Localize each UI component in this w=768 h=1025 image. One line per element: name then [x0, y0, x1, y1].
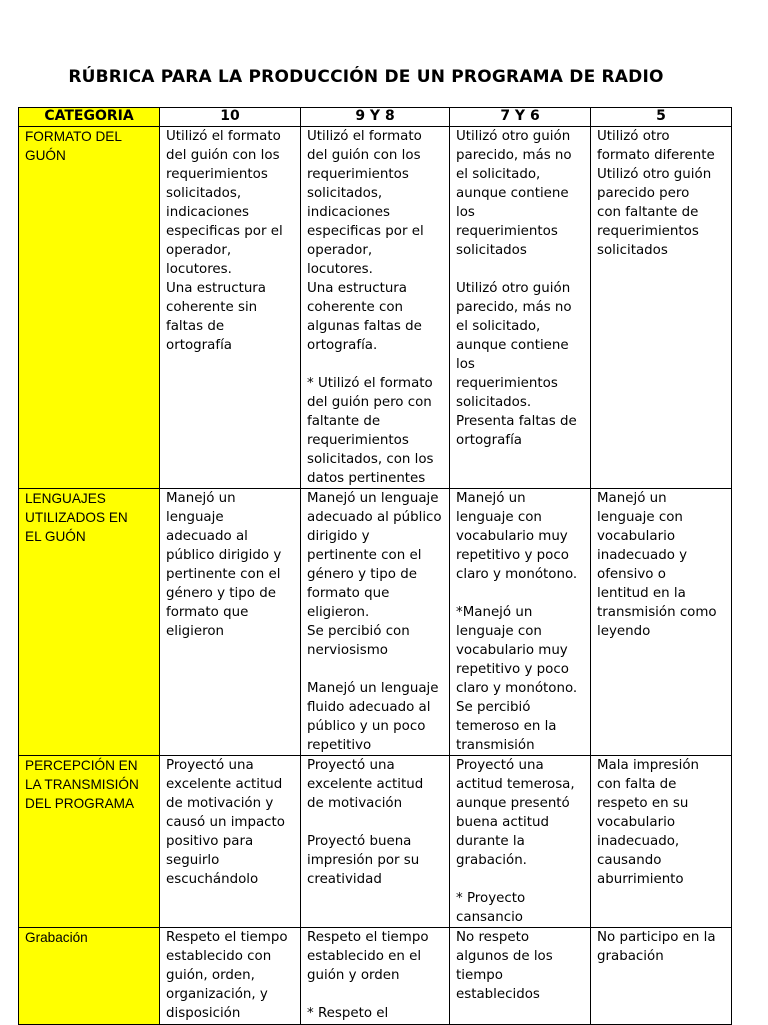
- criteria-cell: [450, 928, 591, 1025]
- criteria-cell: [591, 928, 732, 1025]
- criteria-text: Manejó un lenguaje adecuado al público dirigido y pertinente con el género y tipo de formato que eligieron. Se percibió con nerviosismo Manejó un lenguaje fluido adecuado al público y un poco repetitivo: [307, 491, 442, 753]
- criteria-text: Manejó un lenguaje adecuado al público dirigido y pertinente con el género y tipo de formato que eligieron: [166, 491, 282, 639]
- criteria-text: No respeto algunos de los tiempo establecidos: [456, 930, 553, 1002]
- category-cell: [19, 127, 160, 489]
- criteria-text: Manejó un lenguaje con vocabulario inadecuado y ofensivo o lentitud en la transmisión como leyendo: [597, 491, 717, 639]
- header-score-5: 5: [591, 108, 732, 127]
- criteria-text: Utilizó otro formato diferente Utilizó otro guión parecido pero con faltante de requerimientos solicitados: [597, 129, 715, 258]
- category-cell: [19, 489, 160, 756]
- header-categoria: CATEGORIA: [19, 108, 160, 127]
- header-score-7-6: 7 Y 6: [450, 108, 591, 127]
- criteria-cell: [591, 756, 732, 928]
- criteria-cell: [301, 489, 450, 756]
- category-label: FORMATO DEL GUÓN: [25, 129, 122, 163]
- criteria-text: No participo en la grabación: [597, 930, 716, 964]
- criteria-text: Mala impresión con falta de respeto en su vocabulario inadecuado, causando aburrimiento: [597, 758, 700, 887]
- table-row: [19, 928, 732, 1025]
- criteria-text: Utilizó otro guión parecido, más no el solicitado, aunque contiene los requerimientos solicitados Utilizó otro guión parecido, más no el solicitado, aunque contiene los requerimientos solicitados. Presenta faltas de ortografía: [456, 129, 577, 448]
- criteria-cell: [591, 127, 732, 489]
- category-label: PERCEPCIÓN EN LA TRANSMISIÓN DEL PROGRAMA: [25, 758, 139, 811]
- criteria-cell: [450, 756, 591, 928]
- category-label: Grabación: [25, 930, 88, 945]
- header-score-9-8: 9 Y 8: [301, 108, 450, 127]
- criteria-text: Utilizó el formato del guión con los requerimientos solicitados, indicaciones especificas por el operador, locutores. Una estructura coherente sin faltas de ortografía: [166, 129, 283, 353]
- table-row: [19, 756, 732, 928]
- header-row: [19, 108, 732, 127]
- criteria-cell: [160, 928, 301, 1025]
- rubric-table: [18, 107, 732, 1025]
- category-cell: [19, 928, 160, 1025]
- criteria-cell: [450, 489, 591, 756]
- table-row: [19, 127, 732, 489]
- page-title: RÚBRICA PARA LA PRODUCCIÓN DE UN PROGRAMA DE RADIO: [68, 67, 664, 87]
- criteria-text: Respeto el tiempo establecido en el guión y orden * Respeto el: [307, 930, 429, 1021]
- criteria-text: Utilizó el formato del guión con los requerimientos solicitados, indicaciones especificas por el operador, locutores. Una estructura coherente con algunas faltas de ortografía. * Utilizó el formato del guión pero con faltante de requerimientos solicitados, con los datos pertinentes: [307, 129, 434, 486]
- criteria-text: Respeto el tiempo establecido con guión, orden, organización, y disposición: [166, 930, 288, 1021]
- criteria-cell: [301, 928, 450, 1025]
- criteria-cell: [160, 489, 301, 756]
- category-label: LENGUAJES UTILIZADOS EN EL GUÓN: [25, 491, 128, 544]
- criteria-cell: [301, 127, 450, 489]
- header-score-10: 10: [160, 108, 301, 127]
- table-row: [19, 489, 732, 756]
- criteria-text: Proyectó una excelente actitud de motivación Proyectó buena impresión por su creatividad: [307, 758, 424, 887]
- criteria-text: Proyectó una excelente actitud de motivación y causó un impacto positivo para seguirlo escuchándolo: [166, 758, 285, 887]
- criteria-cell: [591, 489, 732, 756]
- category-cell: [19, 756, 160, 928]
- criteria-text: Manejó un lenguaje con vocabulario muy repetitivo y poco claro y monótono. *Manejó un lenguaje con vocabulario muy repetitivo y poco claro y monótono. Se percibió temeroso en la transmisión: [456, 491, 578, 753]
- criteria-cell: [160, 127, 301, 489]
- criteria-cell: [450, 127, 591, 489]
- criteria-cell: [301, 756, 450, 928]
- criteria-cell: [160, 756, 301, 928]
- criteria-text: Proyectó una actitud temerosa, aunque presentó buena actitud durante la grabación. * Proyecto cansancio: [456, 758, 575, 925]
